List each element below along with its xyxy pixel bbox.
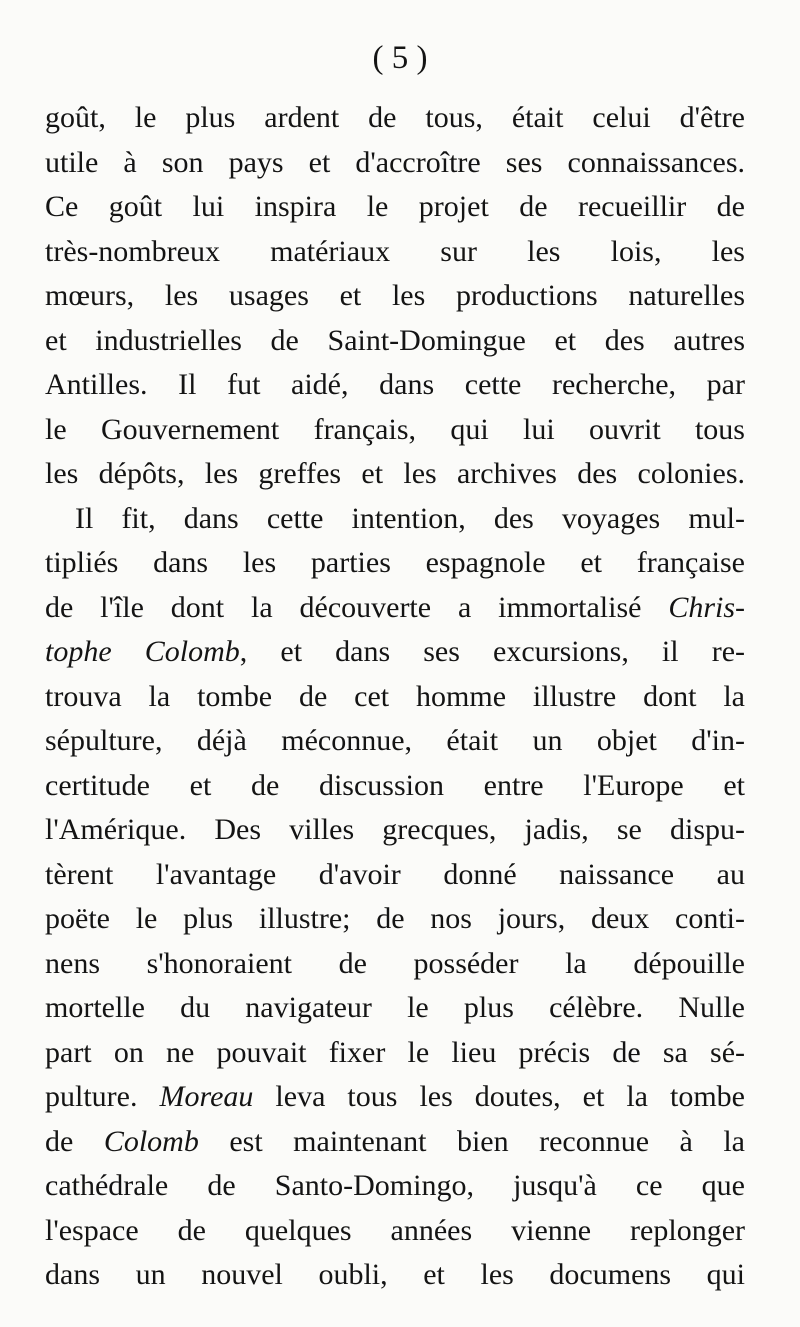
text-segment: goût, le plus ardent de tous, était celui d'être [45,101,745,134]
text-segment: très-nombreux matériaux sur les lois, les [45,234,745,268]
text-line [45,363,745,408]
text-line [45,897,745,942]
text-segment: tipliés dans les parties espagnole et française [45,546,745,579]
text-line [45,630,745,675]
italic-text: Moreau [159,1080,254,1113]
text-line [45,1075,745,1120]
text-line [45,319,745,364]
text-line [45,1164,745,1209]
text-line [45,497,745,542]
text-segment: Ce goût lui inspira le projet de recueillir de [45,190,745,223]
text-segment: sépulture, déjà méconnue, était un objet d'in- [45,724,745,757]
text-segment: est maintenant bien reconnue à la [198,1124,745,1158]
text-segment: nens s'honoraient de posséder la dépouille [45,946,745,980]
text-segment: dans un nouvel oubli, et les documens qui [45,1258,745,1291]
text-segment: part on ne pouvait fixer le lieu précis de sa sé- [45,1035,745,1069]
text-segment: Il fit, dans cette intention, des voyages mul- [75,501,745,535]
text-segment: tèrent l'avantage d'avoir donné naissance au [45,857,745,891]
text-line [45,986,745,1031]
text-segment: utile à son pays et d'accroître ses connaissances. [45,145,745,179]
text-segment: le Gouvernement français, qui lui ouvrit tous [45,412,745,446]
italic-text: Colomb [103,1124,199,1158]
text-segment: certitude et de discussion entre l'Europe et [45,768,745,802]
text-segment: mœurs, les usages et les productions naturelles [45,279,745,312]
text-line [45,764,745,809]
text-segment: poëte le plus illustre; de nos jours, deux conti- [45,902,745,935]
text-line [45,141,745,186]
text-line [45,541,745,586]
text-line [45,230,745,275]
text-line [45,586,745,631]
text-segment: l'Amérique. Des villes grecques, jadis, se dispu- [45,813,745,846]
text-line [45,853,745,898]
text-segment: , et dans ses excursions, il re- [239,635,746,668]
text-line [45,96,745,141]
text-line [45,808,745,853]
text-line [45,675,745,720]
text-segment: pulture. [45,1080,160,1113]
text-line [45,1209,745,1254]
text-line [45,408,745,453]
text-line [45,1253,745,1298]
text-segment: Antilles. Il fut aidé, dans cette recherche, par [45,368,745,401]
text-line [45,185,745,230]
text-segment: mortelle du navigateur le plus célèbre. Nulle [45,991,745,1024]
italic-text: tophe Colomb [45,635,240,668]
text-segment: de [45,1124,104,1158]
page-number: ( 5 ) [372,40,428,76]
text-segment: trouva la tombe de cet homme illustre dont la [45,679,745,713]
text-line [45,1120,745,1165]
italic-text: Chris- [668,590,745,624]
text-line [45,719,745,764]
text-segment: cathédrale de Santo-Domingo, jusqu'à ce que [45,1169,745,1202]
text-segment: et industrielles de Saint-Domingue et des autres [45,323,745,357]
text-line [45,274,745,319]
text-segment: les dépôts, les greffes et les archives des colonies. [45,457,745,490]
text-segment: de l'île dont la découverte a immortalisé [45,590,669,624]
text-line [45,942,745,987]
text-line [45,452,745,497]
text-segment: leva tous les doutes, et la tombe [253,1080,745,1113]
text-segment: l'espace de quelques années vienne replonger [45,1213,745,1247]
text-line [45,1031,745,1076]
body-text [45,96,745,1298]
